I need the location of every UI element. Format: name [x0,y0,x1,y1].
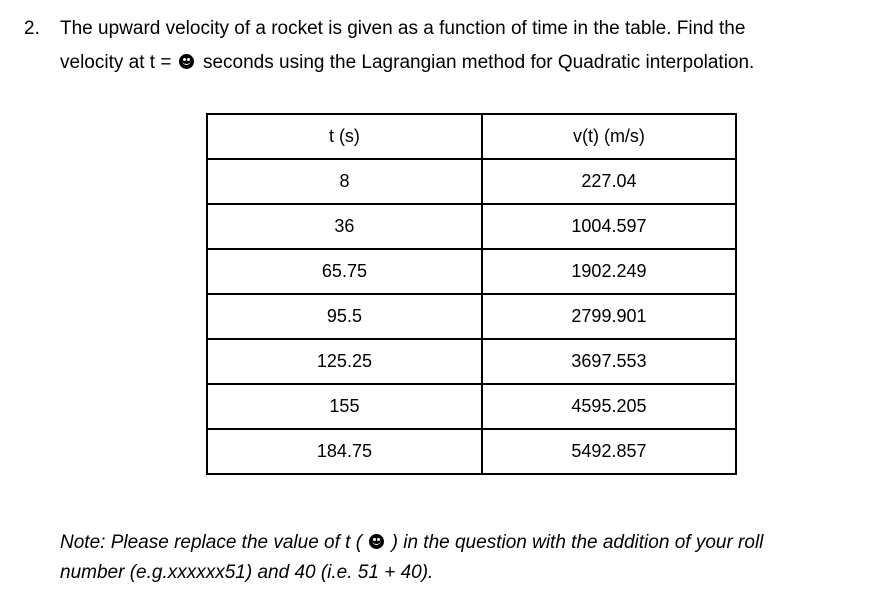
time-cell: 125.25 [207,339,482,384]
note-text-before-icon: Note: Please replace the value of t ( [60,532,363,553]
question-number: 2. [24,18,40,39]
column-header-time: t (s) [207,114,482,159]
table-row [207,159,736,204]
smiley-icon [179,54,194,69]
note-text-line-2: number (e.g.xxxxxx51) and 40 (i.e. 51 + 40). [60,562,434,583]
question-text-line-1: The upward velocity of a rocket is given as a function of time in the table. Find the [60,18,746,39]
time-cell: 36 [207,204,482,249]
table-row [207,384,736,429]
table-row [207,339,736,384]
smiley-icon [369,534,384,549]
note-text-after-icon: ) in the question with the addition of your roll [391,532,764,553]
note [60,528,880,588]
velocity-table [206,113,737,475]
velocity-cell: 1004.597 [482,204,736,249]
velocity-cell: 3697.553 [482,339,736,384]
table-row [207,249,736,294]
question-text-before-icon: velocity at t = [60,52,172,73]
table-row [207,429,736,474]
velocity-cell: 2799.901 [482,294,736,339]
table-row [207,294,736,339]
column-header-velocity: v(t) (m/s) [482,114,736,159]
time-cell: 65.75 [207,249,482,294]
question-text-after-icon: seconds using the Lagrangian method for Quadratic interpolation. [202,52,755,73]
table-header-row [207,114,736,159]
velocity-cell: 5492.857 [482,429,736,474]
time-cell: 8 [207,159,482,204]
velocity-cell: 1902.249 [482,249,736,294]
time-cell: 155 [207,384,482,429]
velocity-cell: 4595.205 [482,384,736,429]
question-line-1 [24,12,884,46]
time-cell: 95.5 [207,294,482,339]
table-row [207,204,736,249]
time-cell: 184.75 [207,429,482,474]
question-line-2 [24,46,884,80]
question [24,12,884,80]
velocity-cell: 227.04 [482,159,736,204]
